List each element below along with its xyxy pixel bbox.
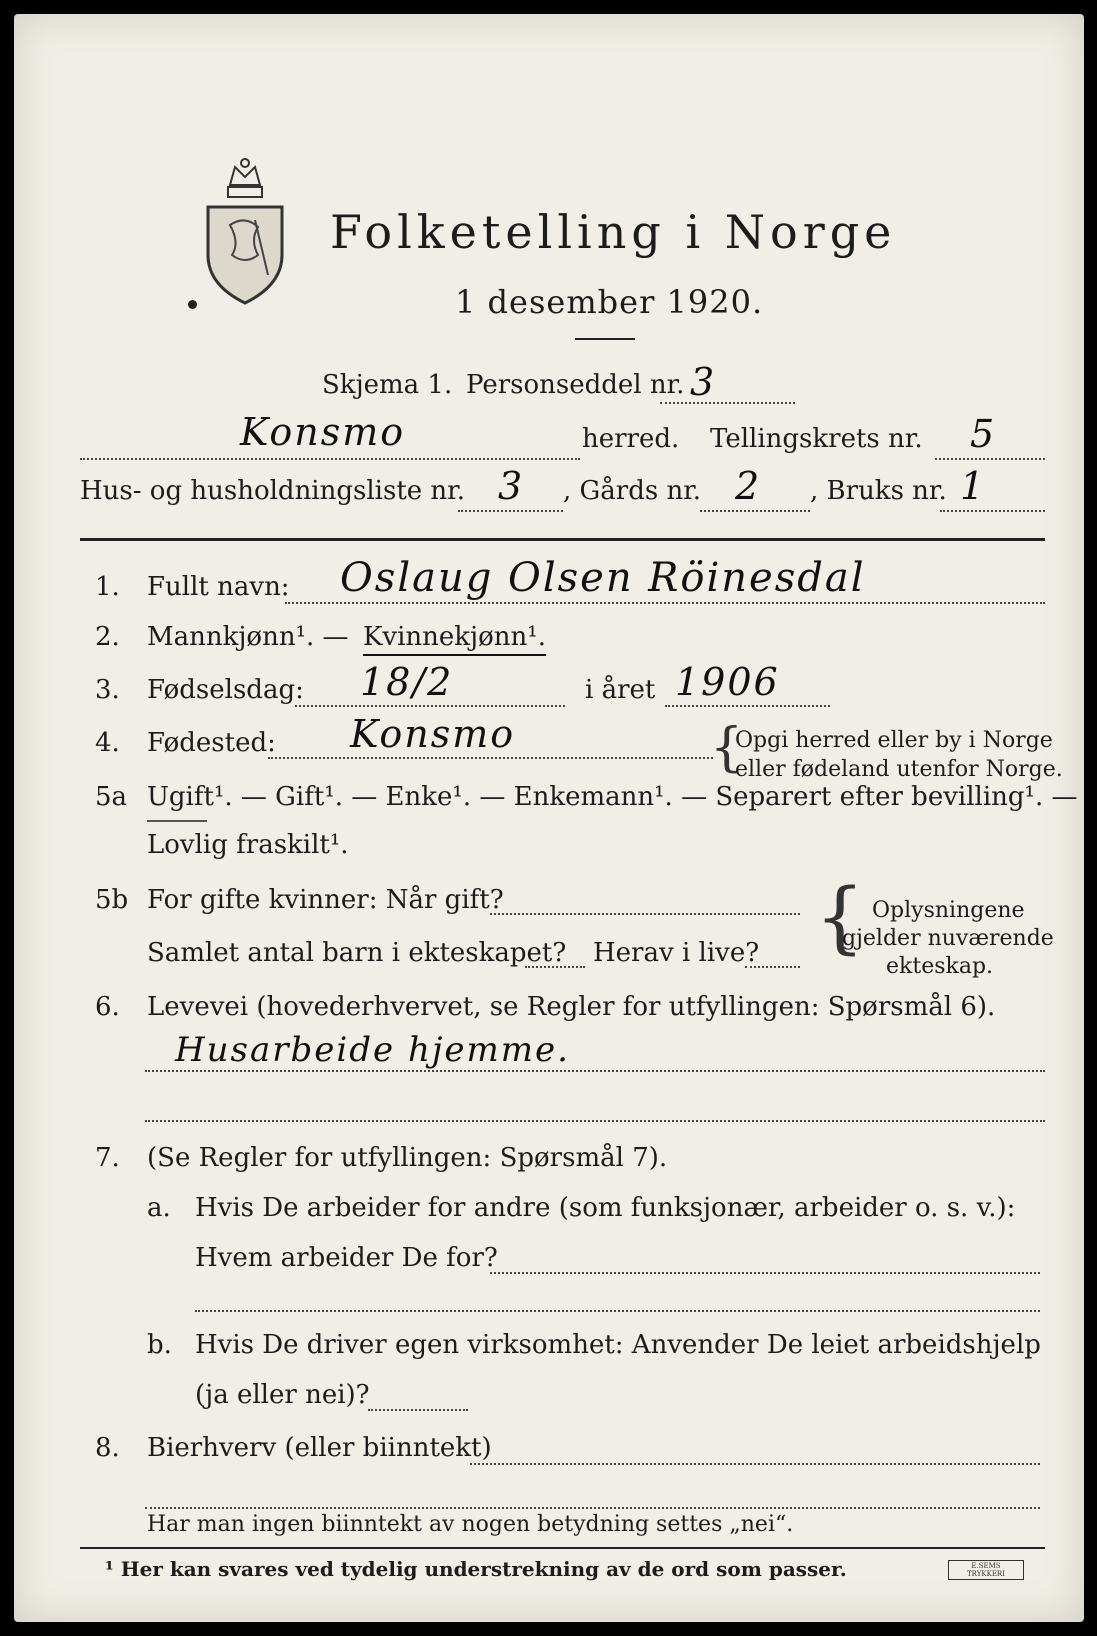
q5b-alive-label: Herav i live? [593,938,760,968]
personseddel-label: Personseddel nr. [466,370,685,400]
male-option[interactable]: Mannkjønn¹. — [147,622,349,652]
q4-label: Fødested: [147,728,276,758]
herred-field[interactable] [80,458,580,460]
occupation-field-2[interactable] [145,1120,1045,1122]
title-divider [575,338,635,340]
employer-field-2[interactable] [195,1310,1040,1312]
norwegian-coat-of-arms-icon [200,155,290,305]
full-name-value: Oslaug Olsen Röinesdal [340,555,866,601]
bruks-label: , Bruks nr. [810,476,947,506]
full-name-field[interactable] [285,602,1045,604]
q6-number: 6. [95,992,120,1022]
children-total-field[interactable] [525,966,585,968]
q6-label: Levevei (hovederhvervet, se Regler for utfyllingen: Spørsmål 6). [147,992,996,1022]
marital-status-options[interactable]: Ugift¹. — Gift¹. — Enke¹. — Enkemann¹. — Separert efter bevilling¹. — [147,782,1078,812]
birthdate-field[interactable] [295,705,565,707]
tellingskrets-field[interactable] [935,458,1045,460]
header-rule [80,538,1045,541]
occupation-value: Husarbeide hjemme. [175,1030,570,1070]
q4-note-1: Opgi herred eller by i Norge [735,728,1053,753]
side-income-field-2[interactable] [145,1507,1040,1509]
tellingskrets-value: 5 [970,412,997,456]
birthyear-value: 1906 [675,660,780,704]
gards-field[interactable] [700,510,810,512]
hus-label: Hus- og husholdningsliste nr. [80,476,466,506]
q7b-letter: b. [147,1330,172,1360]
printer-stamp: E.SEMS TRYKKERI [948,1560,1024,1580]
q4-number: 4. [95,728,120,758]
personseddel-field[interactable] [660,402,795,404]
footnote: ¹ Her kan svares ved tydelig understrekning av de ord som passer. [105,1557,847,1581]
form-date: 1 desember 1920. [455,283,764,321]
q7b-line-2: (ja eller nei)? [195,1380,370,1410]
employer-field-1[interactable] [490,1272,1040,1274]
tellingskrets-label: Tellingskrets nr. [710,424,923,454]
marital-status-divorced[interactable]: Lovlig fraskilt¹. [147,830,349,860]
nei-note: Har man ingen biinntekt av nogen betydning settes „nei“. [147,1512,794,1537]
q8-number: 8. [95,1433,120,1463]
birthplace-field[interactable] [268,757,713,759]
side-income-field-1[interactable] [470,1463,1040,1465]
year-label: i året [585,675,656,705]
birthplace-value: Konsmo [350,712,516,756]
q1-label: Fullt navn: [147,572,290,602]
q5a-number: 5a [95,782,128,812]
hired-help-field[interactable] [368,1409,468,1411]
q7a-line-2: Hvem arbeider De for? [195,1243,498,1273]
ugift-underline [147,820,207,822]
birthdate-value: 18/2 [360,660,454,704]
q7-number: 7. [95,1143,120,1173]
female-option-underlined[interactable]: Kvinnekjønn¹. [363,622,546,656]
birthyear-field[interactable] [665,705,830,707]
brace: { [710,718,744,778]
q5b-number: 5b [95,885,129,915]
hus-value: 3 [498,464,525,508]
q7a-line-1: Hvis De arbeider for andre (som funksjonær, arbeider o. s. v.): [195,1193,1016,1223]
form-title: Folketelling i Norge [330,205,897,259]
q3-number: 3. [95,675,120,705]
ink-dot [188,300,197,309]
q7b-line-1: Hvis De driver egen virksomhet: Anvender De leiet arbeidshjelp [195,1330,1041,1360]
q5b-note-1: Oplysningene [872,898,1025,923]
q2-number: 2. [95,622,120,652]
q5b-note-2: gjelder nuværende [842,926,1054,951]
q1-number: 1. [95,572,120,602]
personseddel-value: 3 [690,360,717,404]
bruks-field[interactable] [940,510,1045,512]
q5b-note-3: ekteskap. [886,954,994,979]
gards-value: 2 [735,464,762,508]
q4-note-2: eller fødeland utenfor Norge. [735,757,1063,782]
occupation-field-1[interactable] [145,1070,1045,1072]
q7-label: (Se Regler for utfyllingen: Spørsmål 7). [147,1143,668,1173]
married-date-field[interactable] [490,913,800,915]
hus-field[interactable] [458,510,563,512]
gards-label: , Gårds nr. [563,476,702,506]
herred-label: herred. [582,424,680,454]
skjema-label: Skjema 1. [322,370,453,400]
brace: { [815,873,865,963]
q7a-letter: a. [147,1193,171,1223]
footer-rule [80,1547,1045,1549]
q5b-married-when: For gifte kvinner: Når gift? [147,885,504,915]
q3-label: Fødselsdag: [147,675,304,705]
children-alive-field[interactable] [745,966,800,968]
q8-label: Bierhverv (eller biinntekt) [147,1433,492,1463]
herred-value: Konsmo [240,410,406,454]
q5b-children-label: Samlet antal barn i ekteskapet? [147,938,567,968]
bruks-value: 1 [960,464,987,508]
